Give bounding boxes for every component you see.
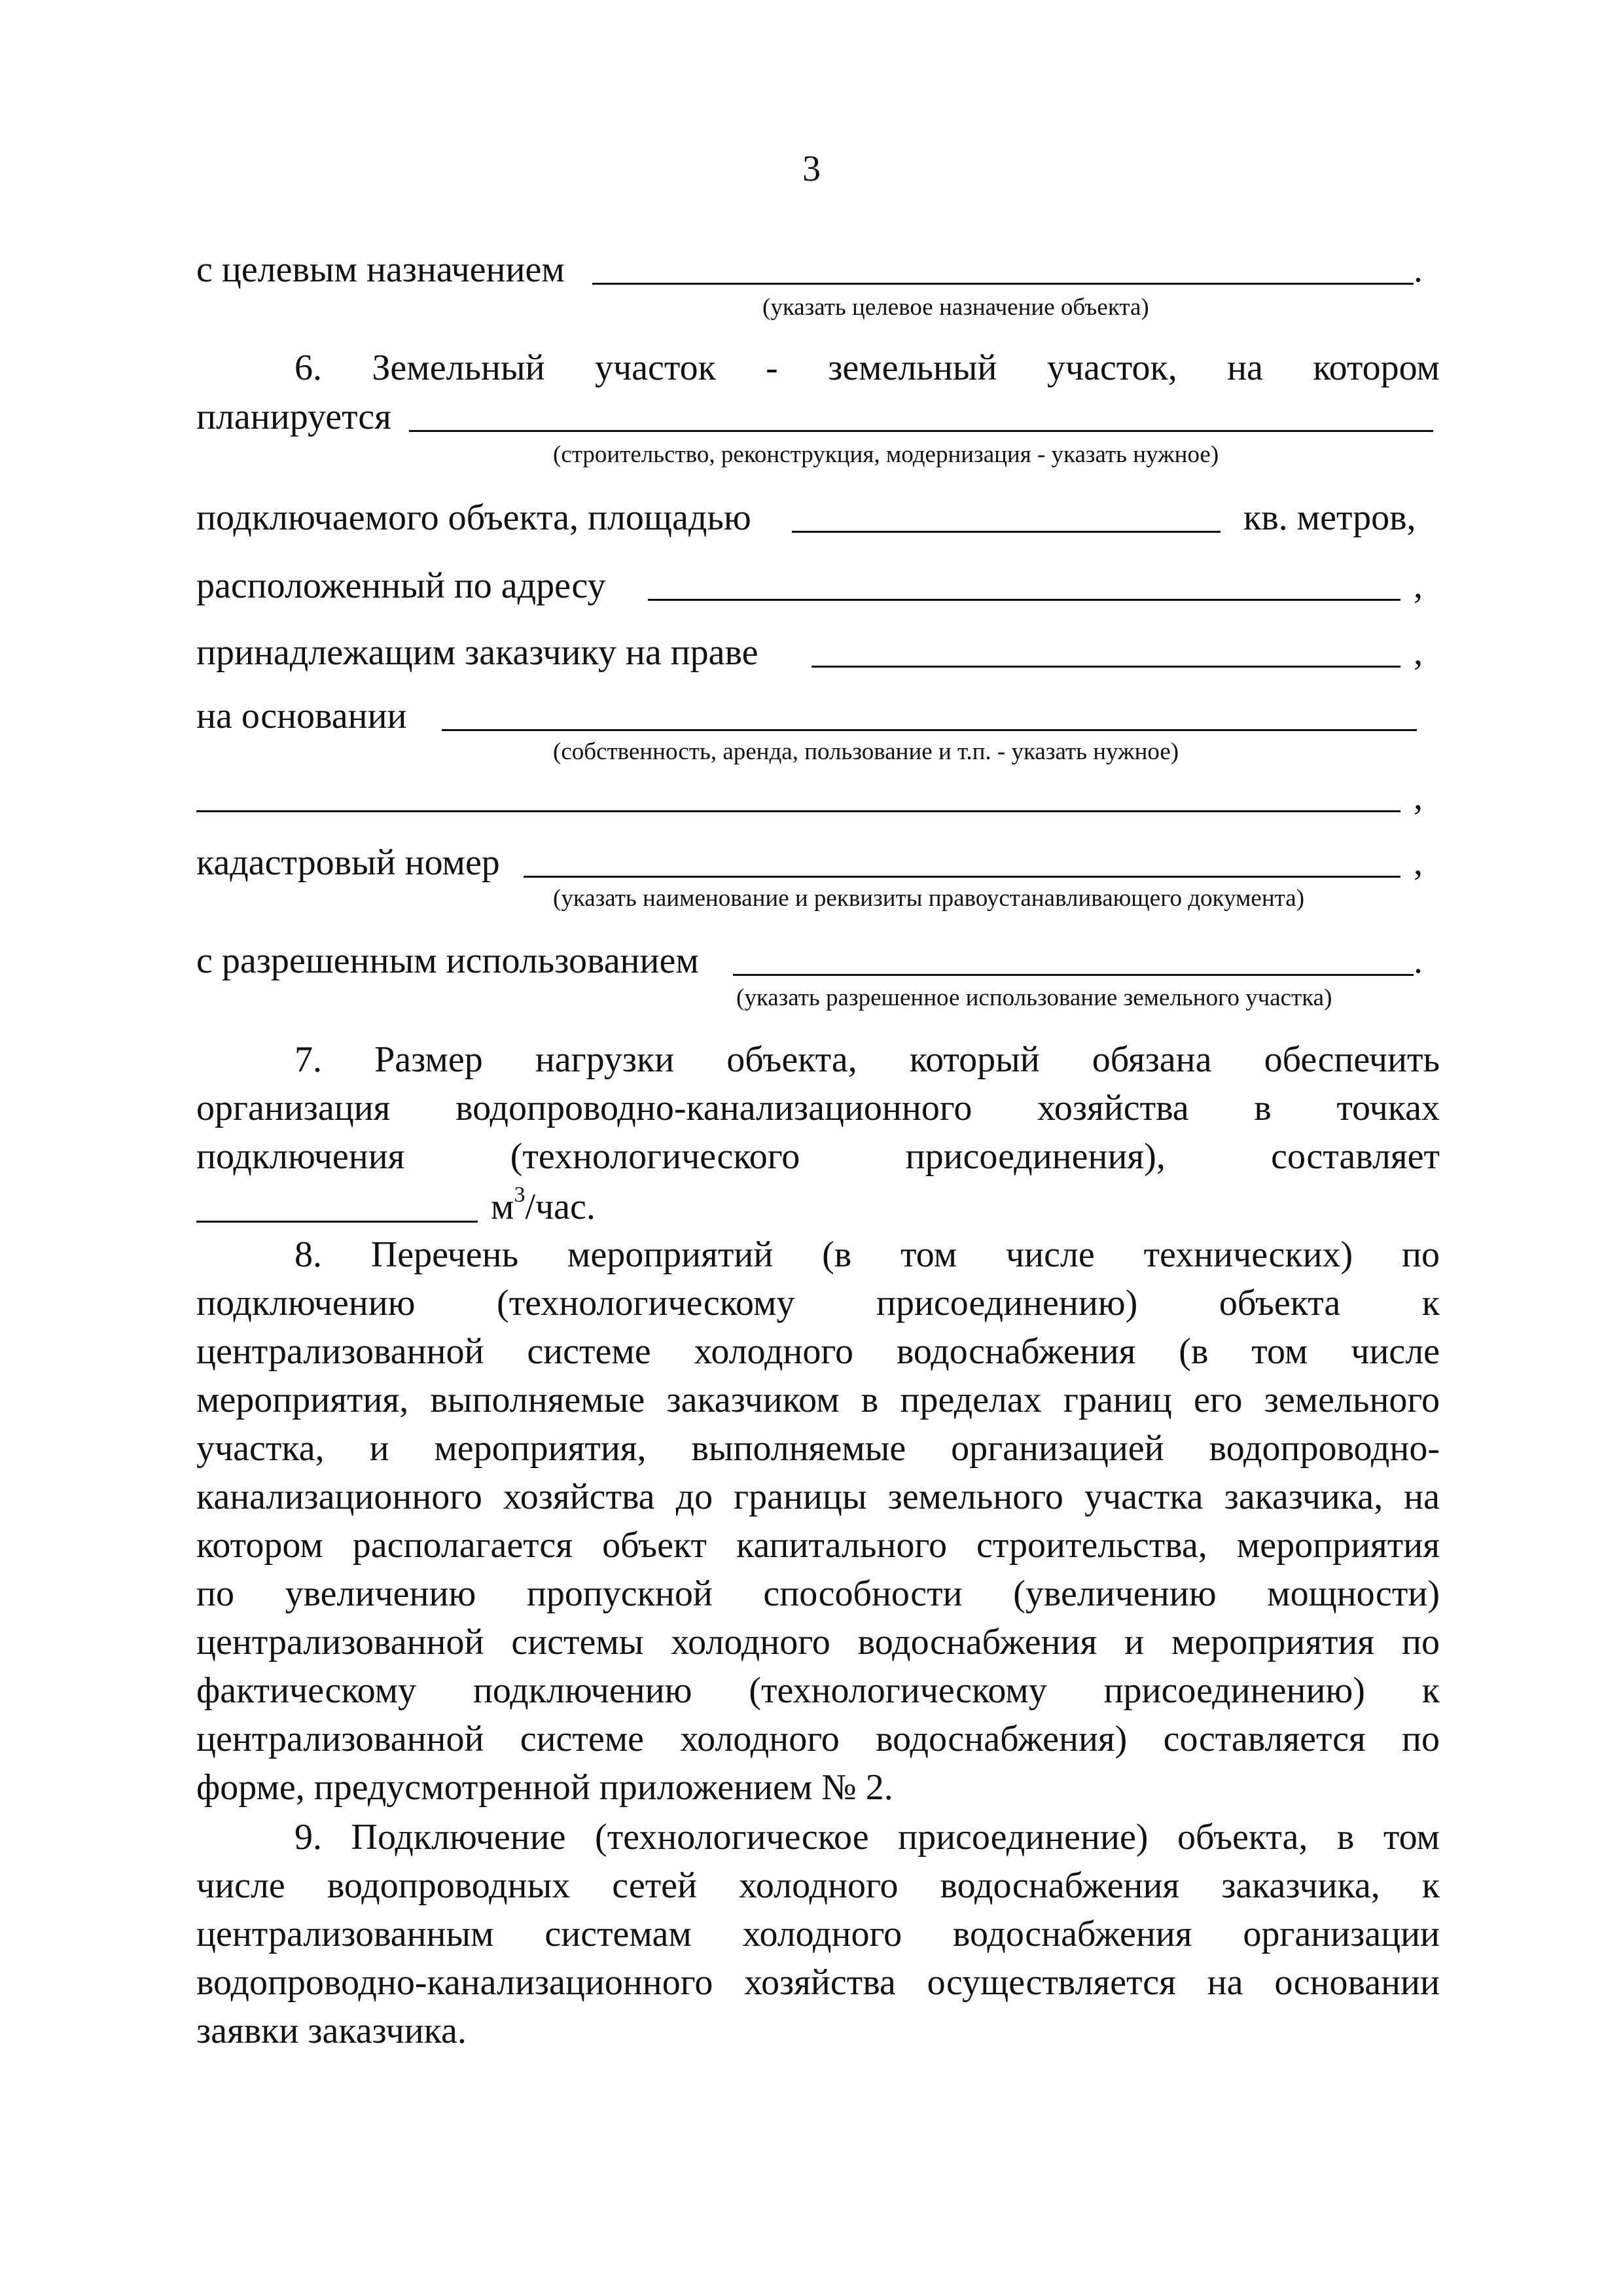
p9-line: заявки заказчика. bbox=[196, 2011, 467, 2051]
planned-caption: (строительство, реконструкция, модернизация - указать нужное) bbox=[553, 441, 1219, 468]
p8-line: канализационного хозяйства до границы земельного участка заказчика, на bbox=[196, 1477, 1440, 1517]
p7-line1: 7. Размер нагрузки объекта, который обязана обеспечить bbox=[294, 1039, 1440, 1080]
object-area-label: подключаемого объекта, площадью bbox=[196, 497, 751, 538]
unit-exponent: 3 bbox=[514, 1183, 526, 1207]
p8-line: 8. Перечень мероприятий (в том числе технических) по bbox=[294, 1234, 1440, 1275]
cadastral-blank bbox=[524, 876, 1400, 878]
p9-line: водопроводно-канализационного хозяйства осуществляется на основании bbox=[196, 1962, 1440, 2003]
unit-rest: /час. bbox=[525, 1187, 596, 1227]
p8-line: форме, предусмотренной приложением № 2. bbox=[196, 1767, 893, 1808]
right-end: , bbox=[1414, 632, 1423, 673]
address-label: расположенный по адресу bbox=[196, 565, 606, 606]
continuation-end: , bbox=[1414, 777, 1423, 817]
p8-line: централизованной системе холодного водоснабжения) составляется по bbox=[196, 1719, 1440, 1759]
permitted-blank bbox=[733, 974, 1414, 976]
area-unit: кв. метров, bbox=[1243, 497, 1416, 538]
purpose-label: с целевым назначением bbox=[196, 249, 565, 290]
permitted-end: . bbox=[1414, 941, 1423, 981]
load-blank bbox=[196, 1221, 478, 1223]
right-label: принадлежащим заказчику на праве bbox=[196, 632, 758, 673]
address-blank bbox=[648, 599, 1400, 601]
unit-m: м bbox=[491, 1187, 514, 1227]
address-end: , bbox=[1414, 565, 1423, 606]
purpose-end: . bbox=[1414, 249, 1423, 290]
p9-line: 9. Подключение (технологическое присоединение) объекта, в том bbox=[294, 1817, 1440, 1857]
p8-line: по увеличению пропускной способности (увеличению мощности) bbox=[196, 1573, 1440, 1614]
p8-line: участка, и мероприятия, выполняемые организацией водопроводно- bbox=[196, 1428, 1440, 1469]
area-blank bbox=[792, 531, 1221, 533]
p6-line1: 6. Земельный участок - земельный участок, на котором bbox=[294, 348, 1440, 388]
p7-line3: подключения (технологического присоединения), составляет bbox=[196, 1136, 1440, 1177]
p7-line2: организация водопроводно-канализационного хозяйства в точках bbox=[196, 1088, 1440, 1128]
cadastral-end: , bbox=[1414, 842, 1423, 883]
basis-blank bbox=[442, 729, 1417, 731]
purpose-blank bbox=[592, 283, 1414, 285]
p8-line: централизованной системы холодного водоснабжения и мероприятия по bbox=[196, 1622, 1440, 1662]
p6-planned-label: планируется bbox=[196, 397, 391, 437]
p9-line: числе водопроводных сетей холодного водоснабжения заказчика, к bbox=[196, 1865, 1440, 1906]
permitted-label: с разрешенным использованием bbox=[196, 941, 699, 981]
permitted-caption: (указать разрешенное использование земельного участка) bbox=[736, 984, 1332, 1011]
p9-line: централизованным системам холодного водоснабжения организации bbox=[196, 1914, 1440, 1954]
cadastral-label: кадастровый номер bbox=[196, 842, 500, 883]
p8-line: фактическому подключению (технологическому присоединению) к bbox=[196, 1670, 1440, 1711]
p8-line: котором располагается объект капитального строительства, мероприятия bbox=[196, 1525, 1440, 1566]
p8-line: подключению (технологическому присоединению) объекта к bbox=[196, 1283, 1440, 1323]
purpose-caption: (указать целевое назначение объекта) bbox=[762, 294, 1149, 321]
cadastral-caption: (указать наименование и реквизиты правоустанавливающего документа) bbox=[553, 885, 1305, 912]
basis-label: на основании bbox=[196, 696, 407, 736]
load-unit bbox=[491, 1183, 596, 1230]
right-blank bbox=[812, 666, 1400, 668]
page-number: 3 bbox=[802, 149, 821, 189]
p8-line: централизованной системе холодного водоснабжения (в том числе bbox=[196, 1331, 1440, 1372]
basis-caption: (собственность, аренда, пользование и т.п. - указать нужное) bbox=[553, 738, 1179, 765]
planned-blank bbox=[409, 430, 1433, 432]
basis-continuation-blank bbox=[196, 810, 1400, 812]
p8-line: мероприятия, выполняемые заказчиком в пределах границ его земельного bbox=[196, 1380, 1440, 1420]
